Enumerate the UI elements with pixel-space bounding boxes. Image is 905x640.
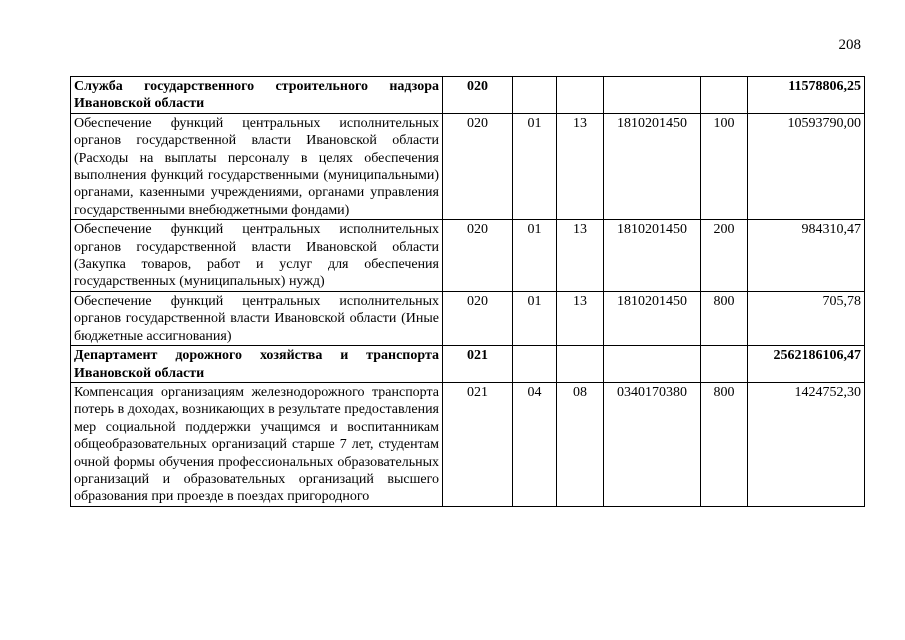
ministry-code: 020 [443, 77, 513, 114]
amount: 984310,47 [748, 220, 865, 292]
section-code [513, 346, 557, 383]
section-code: 01 [513, 220, 557, 292]
expense-type-code [701, 77, 748, 114]
target-code: 1810201450 [604, 113, 701, 219]
table-row [71, 346, 865, 383]
row-description: Служба государственного строительного надзора Ивановской области [71, 77, 443, 114]
ministry-code: 021 [443, 382, 513, 506]
ministry-code: 021 [443, 346, 513, 383]
subsection-code: 13 [557, 291, 604, 345]
ministry-code: 020 [443, 113, 513, 219]
table-row [71, 291, 865, 345]
table-row [71, 113, 865, 219]
section-code: 01 [513, 113, 557, 219]
budget-table [70, 76, 865, 507]
row-description: Департамент дорожного хозяйства и транспорта Ивановской области [71, 346, 443, 383]
section-code: 01 [513, 291, 557, 345]
expense-type-code [701, 346, 748, 383]
expense-type-code: 800 [701, 291, 748, 345]
amount: 10593790,00 [748, 113, 865, 219]
section-code [513, 77, 557, 114]
row-description: Компенсация организациям железнодорожного транспорта потерь в доходах, возникающих в результате предоставления мер социальной поддержки учащимся и воспитанникам общеобразовательных организаций старше 7 лет, студентам очной формы обучения профессиональных образовательных организаций и образовательных организаций высшего образования при проезде в поездах пригородного [71, 382, 443, 506]
table-row [71, 382, 865, 506]
amount: 2562186106,47 [748, 346, 865, 383]
amount: 1424752,30 [748, 382, 865, 506]
expense-type-code: 100 [701, 113, 748, 219]
target-code: 0340170380 [604, 382, 701, 506]
table-row [71, 220, 865, 292]
subsection-code [557, 346, 604, 383]
row-description: Обеспечение функций центральных исполнительных органов государственной власти Ивановской области (Закупка товаров, работ и услуг для обеспечения государственных (муниципальных) нужд) [71, 220, 443, 292]
subsection-code: 08 [557, 382, 604, 506]
subsection-code [557, 77, 604, 114]
subsection-code: 13 [557, 113, 604, 219]
target-code [604, 346, 701, 383]
target-code: 1810201450 [604, 220, 701, 292]
section-code: 04 [513, 382, 557, 506]
target-code [604, 77, 701, 114]
subsection-code: 13 [557, 220, 604, 292]
ministry-code: 020 [443, 220, 513, 292]
row-description: Обеспечение функций центральных исполнительных органов государственной власти Ивановской области (Расходы на выплаты персоналу в целях обеспечения выполнения функций государственными (муниципальными) органами, казенными учреждениями, органами управления государственными внебюджетными фондами) [71, 113, 443, 219]
expense-type-code: 200 [701, 220, 748, 292]
expense-type-code: 800 [701, 382, 748, 506]
ministry-code: 020 [443, 291, 513, 345]
table-row [71, 77, 865, 114]
amount: 705,78 [748, 291, 865, 345]
page-number: 208 [838, 37, 861, 53]
target-code: 1810201450 [604, 291, 701, 345]
row-description: Обеспечение функций центральных исполнительных органов государственной власти Ивановской области (Иные бюджетные ассигнования) [71, 291, 443, 345]
amount: 11578806,25 [748, 77, 865, 114]
